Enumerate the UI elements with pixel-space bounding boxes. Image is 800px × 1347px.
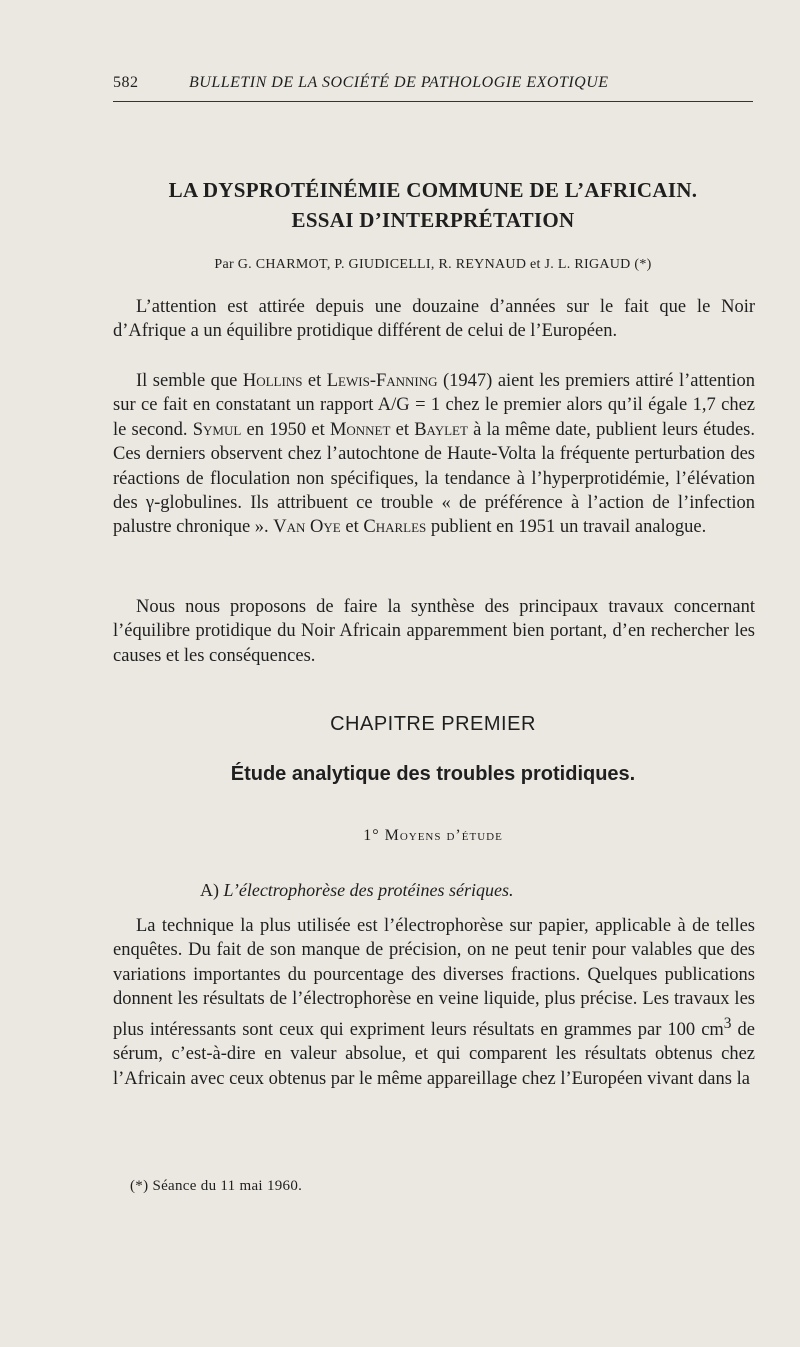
- author-ref: Symul: [192, 419, 242, 440]
- section-title: Étude analytique des troubles protidiques.: [230, 763, 636, 785]
- footnote: (*) Séance du 11 mai 1960.: [130, 1178, 303, 1194]
- subsubsection-heading: A) L’électrophorèse des protéines sériques.: [200, 880, 514, 900]
- article-title-line-1: LA DYSPROTÉINÉMIE COMMUNE DE L’AFRICAIN.: [168, 178, 698, 202]
- chapter-heading: CHAPITRE PREMIER: [330, 713, 536, 735]
- paragraph-1: L’attention est attirée depuis une douzaine d’années sur le fait que le Noir d’Afrique a un équilibre protidique différent de celui de l’Européen.: [113, 297, 755, 342]
- author-ref: Charles: [363, 517, 427, 538]
- paragraph-2: Il semble que Hollins et Lewis-Fanning (1947) aient les premiers attiré l’attention sur ce fait en constatant un rapport A/G = 1 chez le premier alors qu’il égale 1,7 chez le second. Symul en 1950 et Monnet et Baylet à la même date, publient leurs études. Ces derniers observent chez l’autochtone de Haute-Volta la fréquente perturbation des réactions de floculation non spécifiques, la tendance à l’hyperprotidémie, l’élévation des γ-globulines. Ils attribuent ce trouble « de préférence à l’action de l’infection palustre chronique ». Van Oye et Charles publient en 1951 un travail analogue.: [113, 371, 755, 538]
- article-title-line-2: ESSAI D’INTERPRÉTATION: [291, 208, 575, 232]
- subsection-heading: 1° Moyens d’étude: [363, 827, 503, 844]
- paragraph-4: La technique la plus utilisée est l’électrophorèse sur papier, applicable à de telles enquêtes. Du fait de son manque de précision, on ne peut tenir pour valables que des variations importantes du pourcentage des diverses fractions. Quelques publications donnent les résultats de l’électrophorèse en veine liquide, plus précise. Les travaux les plus intéressants sont ceux qui expriment leurs résultats en grammes par 100 $cm^3$ de sérum, c’est-à-dire en valeur absolue, et qui comparent les résultats obtenus chez l’Africain avec ceux obtenus par le même appareillage chez l’Européen vivant dans la: [113, 916, 755, 1089]
- author-ref: Lewis-Fanning: [326, 371, 438, 391]
- author-ref: Baylet: [414, 419, 468, 440]
- author-ref: Monnet: [329, 419, 391, 440]
- page-number: 582: [113, 74, 139, 91]
- author-ref: Van Oye: [273, 517, 341, 538]
- journal-title: BULLETIN DE LA SOCIÉTÉ DE PATHOLOGIE EXOTIQUE: [189, 74, 609, 91]
- author-ref: Hollins: [242, 371, 303, 391]
- paragraph-3: Nous nous proposons de faire la synthèse des principaux travaux concernant l’équilibre protidique du Noir Africain apparemment bien portant, d’en rechercher les causes et les conséquences.: [113, 597, 755, 666]
- header-rule: [113, 101, 753, 102]
- authors: Par G. CHARMOT, P. GIUDICELLI, R. REYNAUD et J. L. RIGAUD (*): [214, 257, 652, 272]
